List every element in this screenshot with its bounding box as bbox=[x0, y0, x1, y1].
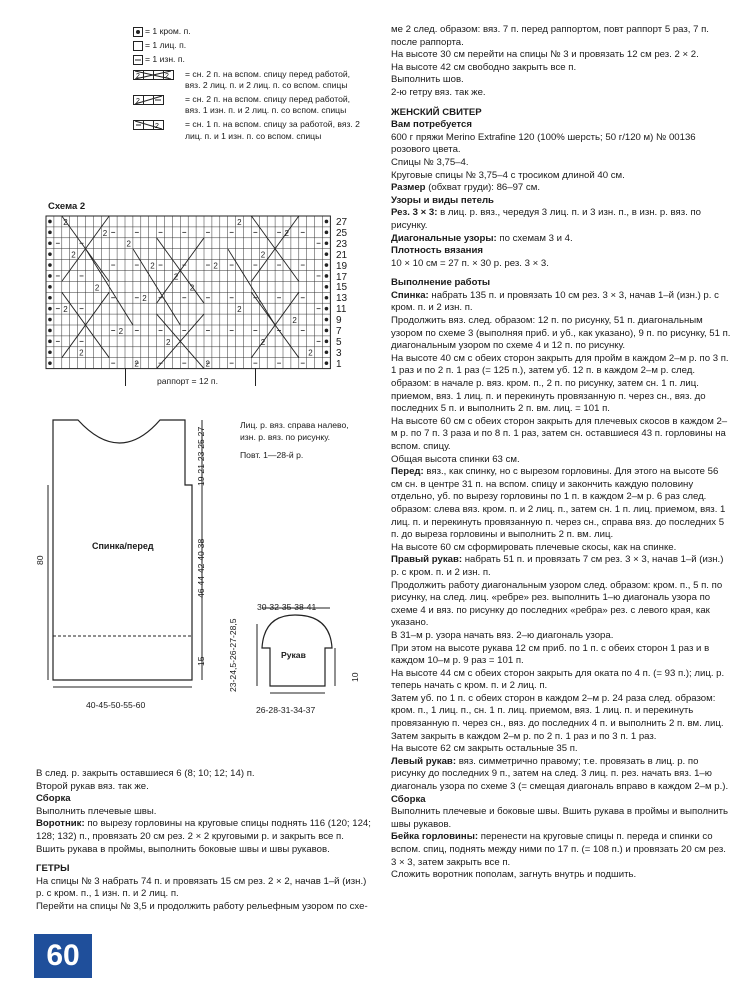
selvage-dot bbox=[325, 296, 329, 300]
paragraph: Размер (обхват груди): 86–97 см. bbox=[391, 182, 540, 194]
cable-count-mark: 2 bbox=[71, 250, 76, 260]
cable-count-mark: 2 bbox=[79, 348, 84, 358]
section-heading: Выполнение работы bbox=[391, 277, 491, 289]
cable-count-mark: 2 bbox=[237, 305, 242, 315]
paragraph: Затем закрыть в каждом 2–м р. по 2 п. 1 раз и по 3 п. 1 раз. bbox=[391, 730, 657, 742]
cable-count-mark: 2 bbox=[284, 228, 289, 238]
term-label: Перед: bbox=[391, 466, 424, 478]
selvage-dot bbox=[325, 329, 329, 333]
selvage-dot bbox=[48, 296, 52, 300]
spacer bbox=[391, 100, 731, 107]
paragraph: Бейка горловины: перенести на круговые спицы п. переда и спинки со вспом. спиц, поднять между ними по 17 п. (= 108 п.) и провязать 20 см рез. 3 × 3, затем закрыть все п. bbox=[391, 831, 726, 868]
row-number: 7 bbox=[336, 326, 342, 337]
cable-count-mark: 2 bbox=[118, 326, 124, 336]
dim-sleeve-bottom: 26-28-31-34-37 bbox=[256, 705, 316, 715]
paragraph: Выполнить плечевые и боковые швы. Вшить рукава в проймы и выполнить швы рукавов. bbox=[391, 806, 728, 830]
paragraph: На высоте 30 см перейти на спицы № 3 и провязать 12 см рез. 2 × 2. bbox=[391, 49, 699, 61]
paragraph: При этом на высоте рукава 12 см приб. по 1 п. с обеих сторон 1 раз и в каждом 10–м р. 9 раз = 101 п. bbox=[391, 642, 710, 667]
paragraph: Общая высота спинки 63 см. bbox=[391, 453, 520, 465]
cable-2-1-symbol bbox=[133, 95, 165, 105]
cable-2-2-symbol bbox=[133, 70, 175, 80]
paragraph: Сложить воротник пополам, загнуть внутрь и подшить. bbox=[391, 869, 637, 881]
legend-row-cable-a bbox=[133, 69, 363, 91]
row-number: 23 bbox=[336, 238, 348, 250]
spacer bbox=[391, 270, 731, 277]
section-heading: Вам потребуется bbox=[391, 119, 472, 131]
svg-text:2: 2 bbox=[155, 123, 159, 131]
paragraph: Диагональные узоры: по схемам 3 и 4. bbox=[391, 232, 573, 244]
row-number: 13 bbox=[336, 293, 348, 305]
cable-1-2-symbol bbox=[133, 120, 165, 130]
repeat-label: раппорт = 12 п. bbox=[157, 376, 218, 386]
selvage-dot bbox=[48, 220, 52, 224]
row-number: 1 bbox=[336, 358, 342, 370]
paragraph: Затем уб. по 1 п. с обеих сторон в каждом 2–м р. 24 раза след. образом: кром. п., 1 лиц. п., сн. 1 п. лиц. приемом, вяз. 1 лиц. п. и перекинуть провязанную п. через сн., вяз. до последних 4 п. и выполнить 2 п. вм. лиц. bbox=[391, 692, 724, 730]
garment-schematic bbox=[30, 410, 390, 720]
cable-count-mark: 2 bbox=[63, 305, 68, 315]
selvage-dot bbox=[325, 263, 329, 267]
dim-body: 46-44-42-40-38 bbox=[196, 538, 206, 598]
paragraph: На высоте 60 см сформировать плечевые скосы, как на спинке. bbox=[391, 541, 677, 553]
cable-count-mark: 2 bbox=[150, 261, 155, 271]
cable-count-mark: 2 bbox=[173, 272, 179, 282]
paragraph: На высоте 40 см с обеих сторон закрыть для пройм в каждом 2–м р. по 3 п. 1 раз и по 2 п. 1 раз (= 125 п.), затем уб. 12 п. в каждом 2–м р. след. образом: в начале р. вяз. кром. п., 2 п. по рисунку, затем сн. 1 п. лиц. приемом, вяз. 1 лиц. п. и перекинуть провязанную п. через сн., вяз. до последних 5 п. и выполнить 2 п. вм. лиц. = 101 п. bbox=[391, 352, 729, 415]
paragraph: Спицы № 3,75–4. bbox=[391, 156, 469, 168]
paragraph: В 31–м р. узора начать вяз. 2–ю диагональ узора. bbox=[391, 629, 614, 641]
svg-text:2: 2 bbox=[136, 72, 140, 80]
term-label: Левый рукав: bbox=[391, 755, 457, 767]
knit-stitch-symbol bbox=[133, 41, 145, 51]
term-label: Бейка горловины: bbox=[391, 831, 479, 843]
spacer bbox=[36, 856, 376, 863]
paragraph: Спинка: набрать 135 п. и провязать 10 см рез. 3 × 3, начав 1–й (изн.) р. с кром. п. и 2 изн. п. bbox=[391, 289, 719, 314]
selvage-dot bbox=[48, 241, 52, 245]
paragraph: На высоте 44 см с обеих сторон закрыть для оката по 4 п. (= 93 п.); лиц. р. теперь начать с кром. п. и 2 лиц. п. bbox=[391, 667, 725, 692]
right-column-text bbox=[391, 24, 731, 882]
paragraph: Продолжить работу диагональным узором след. образом: кром. п., 5 п. по рисунку, на след. лиц. «ребре» рез. выполнить 1–ю диагональ узора по схеме 4 и вяз. по рисунку до последних «ребра» рез. с левого края, как указано. bbox=[391, 579, 723, 629]
schema-2-chart bbox=[44, 214, 334, 374]
cable-count-mark: 2 bbox=[142, 294, 147, 304]
cable-count-mark: 2 bbox=[134, 359, 139, 369]
cable-count-mark: 2 bbox=[205, 359, 210, 369]
row-number: 25 bbox=[336, 227, 348, 239]
paragraph: Продолжить вяз. след. образом: 12 п. по рисунку, 51 п. диагональным узором по схеме 3 (выполняя приб. и уб., как указано), 9 п. по рисунку, 51 п. диагональным узором по схеме 4 и 12 п. по рисунку. bbox=[391, 315, 731, 352]
cable-count-mark: 2 bbox=[237, 217, 242, 227]
cable-count-mark: 2 bbox=[260, 337, 266, 347]
dim-width: 40-45-50-55-60 bbox=[86, 700, 146, 710]
note-3: Повт. 1—28-й р. bbox=[240, 450, 304, 460]
selvage-dot bbox=[325, 274, 329, 278]
selvage-dot bbox=[325, 241, 329, 245]
legend bbox=[133, 26, 363, 145]
legend-text: = 1 лиц. п. bbox=[145, 40, 187, 51]
dim-80: 80 bbox=[35, 555, 45, 565]
selvage-dot bbox=[325, 361, 329, 365]
selvage-dot bbox=[325, 307, 329, 311]
selvage-dot bbox=[48, 231, 52, 235]
row-number: 3 bbox=[336, 347, 342, 359]
term-label: Правый рукав: bbox=[391, 554, 463, 566]
paragraph: Выполнить шов. bbox=[391, 74, 464, 86]
paragraph: Перед: вяз., как спинку, но с вырезом горловины. Для этого на высоте 56 см сн. в центре 31 п. на вспом. спицу и закончить каждую половину отдельно, уб. по вырезу горловины по 1 п. в каждом 2–м р. 6 раз след. образом: слева вяз. кром. п. и 2 лиц. п., затем сн. 1 п. лиц. приемом, вяз. 1 лиц. п. и перекинуть провязанную п. через сн., справа вяз. до последних 5 п. до вырезa горловины и выполнить 2 п. вм. лиц. bbox=[391, 466, 726, 541]
selvage-dot bbox=[48, 307, 52, 311]
legend-text: = сн. 2 п. на вспом. спицу перед работой, вяз. 2 лиц. п. и 2 лиц. п. со вспом. спицы bbox=[185, 68, 351, 90]
paragraph: На высоте 42 см свободно закрыть все п. bbox=[391, 61, 577, 73]
cable-count-mark: 2 bbox=[213, 261, 218, 271]
selvage-dot bbox=[48, 263, 52, 267]
term-label: Размер bbox=[391, 182, 426, 194]
section-heading: Сборка bbox=[391, 793, 426, 805]
cable-count-mark: 2 bbox=[166, 337, 171, 347]
legend-text: = сн. 1 п. на вспом. спицу за работой, вяз. 2 лиц. п. и 1 изн. п. со вспом. спицы bbox=[185, 119, 360, 141]
dim-sleeve-top: 30-32-35-38-41 bbox=[257, 602, 317, 612]
paragraph: Рез. 3 × 3: в лиц. р. вяз., чередуя 3 лиц. п. и 3 изн. п., в изн. р. вяз. по рисунку. bbox=[391, 207, 701, 231]
selvage-dot bbox=[325, 231, 329, 235]
selvage-stitch-symbol bbox=[133, 27, 145, 37]
paragraph: Круговые спицы № 3,75–4 с тросиком длиной 40 см. bbox=[391, 169, 625, 181]
cable-count-mark: 2 bbox=[102, 228, 108, 238]
term-label: Диагональные узоры: bbox=[391, 232, 497, 244]
cable-count-mark: 2 bbox=[189, 283, 195, 293]
left-column-text bbox=[36, 768, 376, 914]
selvage-dot bbox=[48, 350, 52, 354]
legend-row-cable-c bbox=[133, 119, 363, 141]
paragraph: ме 2 след. образом: вяз. 7 п. перед раппортом, повт раппорт 5 раз, 7 п. после раппорта. bbox=[391, 24, 709, 48]
selvage-dot bbox=[325, 318, 329, 322]
paragraph: На спицы № 3 набрать 74 п. и провязать 15 см рез. 2 × 2, начав 1–й (изн.) р. с кром. п., 1 изн. п. и 2 лиц. п. bbox=[36, 875, 367, 900]
paragraph: На высоте 60 см с обеих сторон закрыть для плечевых скосов в каждом 2–м р. по 7 п. 3 раза и по 8 п. 1 раз, затем сн. оставшиеся 43 п. горловины на вспом. спицу. bbox=[391, 415, 728, 452]
section-heading: Плотность вязания bbox=[391, 245, 483, 257]
cable-count-mark: 2 bbox=[292, 316, 297, 325]
dim-cuff: 10 bbox=[350, 672, 360, 682]
section-heading: Узоры и виды петель bbox=[391, 194, 494, 206]
row-number: 9 bbox=[336, 315, 342, 327]
note-2: изн. р. вяз. по рисунку. bbox=[240, 432, 331, 442]
selvage-dot bbox=[48, 318, 52, 322]
selvage-dot bbox=[48, 274, 52, 278]
sleeve-label: Рукав bbox=[281, 650, 306, 660]
note-1: Лиц. р. вяз. справа налево, bbox=[240, 420, 349, 430]
paragraph: Второй рукав вяз. так же. bbox=[36, 780, 149, 792]
paragraph: 600 г пряжи Merino Extrafine 120 (100% шерсть; 50 г/120 м) № 00136 розового цвета. bbox=[391, 131, 696, 156]
purl-stitch-symbol bbox=[133, 55, 145, 65]
row-number: 19 bbox=[336, 260, 348, 272]
cable-count-mark: 2 bbox=[94, 283, 100, 293]
row-number: 21 bbox=[336, 249, 348, 261]
section-heading: Сборка bbox=[36, 793, 71, 805]
row-number: 27 bbox=[336, 217, 348, 228]
paragraph: Воротник: по вырезу горловины на круговые спицы поднять 116 (120; 124; 128; 132) п., провязать 20 см рез. 2 × 2 круговыми р. и закрыть все п. bbox=[36, 818, 371, 842]
dim-sleeve-side: 23-24,5-26-27-28,5 bbox=[228, 618, 238, 692]
paragraph: Выполнить плечевые швы. bbox=[36, 805, 157, 817]
selvage-dot bbox=[48, 252, 52, 256]
paragraph: 2-ю гетру вяз. так же. bbox=[391, 86, 486, 98]
selvage-dot bbox=[48, 329, 52, 333]
cable-count-mark: 2 bbox=[308, 348, 313, 358]
row-number: 11 bbox=[336, 304, 347, 316]
dim-armhole: 19-21-23-25-27 bbox=[196, 426, 206, 486]
section-heading: ГЕТРЫ bbox=[36, 863, 70, 875]
selvage-dot bbox=[325, 340, 329, 344]
paragraph: Перейти на спицы № 3,5 и продолжить работу рельефным узором по схе- bbox=[36, 900, 368, 912]
selvage-dot bbox=[48, 340, 52, 344]
selvage-dot bbox=[325, 252, 329, 256]
dim-rib: 15 bbox=[196, 656, 206, 666]
row-number: 5 bbox=[336, 336, 342, 348]
legend-text: = 1 изн. п. bbox=[145, 54, 185, 65]
cable-count-mark: 2 bbox=[260, 250, 266, 260]
cable-count-mark: 2 bbox=[126, 239, 131, 249]
selvage-dot bbox=[48, 285, 52, 289]
paragraph: Левый рукав: вяз. симметрично правому; т.е. провязать в лиц. р. по рисунку до последних 9 п., затем на след. 3 лиц. п. рез. начать вяз. 1–ю диагональ узора по схеме 3 (= смещая диагональ вправо в каждом 2–м р.). bbox=[391, 755, 729, 793]
front-back-label: Спинка/перед bbox=[92, 541, 154, 551]
cable-count-mark: 2 bbox=[63, 217, 68, 227]
section-heading: ЖЕНСКИЙ СВИТЕР bbox=[391, 106, 482, 118]
selvage-dot bbox=[325, 220, 329, 224]
svg-text:2: 2 bbox=[165, 72, 169, 80]
paragraph: Вшить рукава в проймы, выполнить боковые швы и швы рукавов. bbox=[36, 843, 330, 855]
row-number: 17 bbox=[336, 271, 348, 283]
term-label: Воротник: bbox=[36, 818, 85, 830]
legend-row-purl bbox=[133, 54, 363, 65]
paragraph: На высоте 62 см закрыть остальные 35 п. bbox=[391, 743, 578, 755]
term-label: Спинка: bbox=[391, 289, 429, 301]
term-label: Рез. 3 × 3: bbox=[391, 207, 438, 219]
legend-row-cable-b bbox=[133, 94, 363, 116]
page-number: 60 bbox=[34, 934, 92, 978]
paragraph: В след. р. закрыть оставшиеся 6 (8; 10; 12; 14) п. bbox=[36, 768, 255, 779]
legend-row-knit bbox=[133, 40, 363, 51]
row-number: 15 bbox=[336, 282, 348, 294]
selvage-dot bbox=[325, 285, 329, 289]
selvage-dot bbox=[48, 361, 52, 365]
paragraph: 10 × 10 см = 27 п. × 30 р. рез. 3 × 3. bbox=[391, 257, 549, 269]
svg-text:2: 2 bbox=[136, 98, 140, 106]
legend-text: = 1 кром. п. bbox=[145, 26, 191, 36]
schema-title: Схема 2 bbox=[48, 201, 86, 212]
legend-text: = сн. 2 п. на вспом. спицу перед работой, вяз. 1 изн. п. и 2 лиц. п. со вспом. спицы bbox=[185, 94, 351, 116]
paragraph: Правый рукав: набрать 51 п. и провязать 7 см рез. 3 × 3, начав 1–й (изн.) р. с кром. п. и 2 изн. п. bbox=[391, 554, 724, 578]
legend-row-selvage bbox=[133, 26, 363, 37]
selvage-dot bbox=[325, 350, 329, 354]
